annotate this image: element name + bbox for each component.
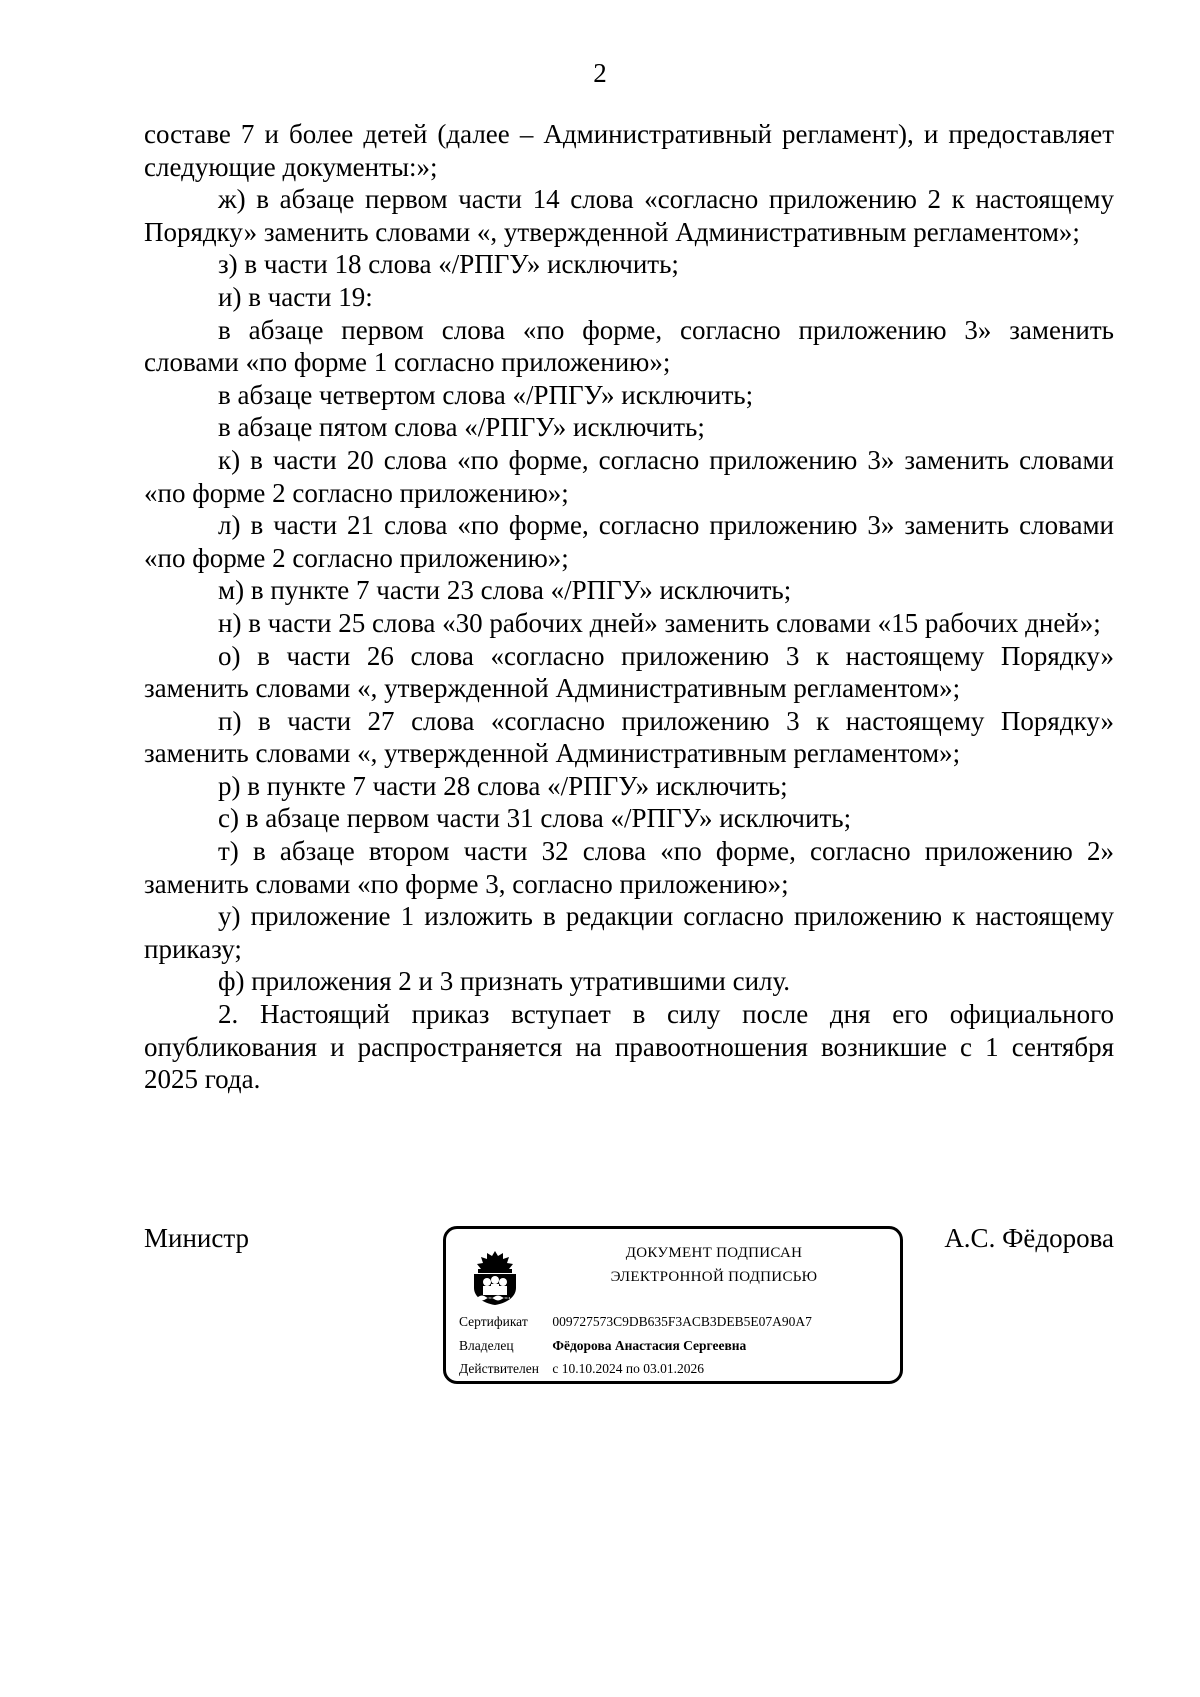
- paragraph: 2. Настоящий приказ вступает в силу после дня его официального опубликования и распространяется на правоотношения возникшие с 1 сентября 2025 года.: [144, 999, 1114, 1095]
- paragraph: в абзаце первом слова «по форме, согласно приложению 3» заменить словами «по форме 1 согласно приложению»;: [144, 314, 1114, 378]
- paragraph: л) в части 21 слова «по форме, согласно приложению 3» заменить словами «по форме 2 согласно приложению»;: [144, 510, 1114, 573]
- paragraph: з) в части 18 слова «/РПГУ» исключить;: [218, 249, 679, 280]
- esig-owner-value: Фёдорова Анастасия Сергеевна: [552, 1338, 747, 1353]
- paragraph: составе 7 и более детей (далее – Административный регламент), и предоставляет следующие документы:»;: [144, 119, 1114, 182]
- esig-title-line2: ЭЛЕКТРОННОЙ ПОДПИСЬЮ: [610, 1269, 818, 1285]
- esig-certificate-row: [459, 1313, 812, 1331]
- paragraph: в абзаце четвертом слова «/РПГУ» исключить;: [218, 379, 754, 410]
- esig-title-line1: ДОКУМЕНТ ПОДПИСАН: [625, 1245, 803, 1261]
- paragraph: т) в абзаце втором части 32 слова «по форме, согласно приложению 2» заменить словами «по форме 3, согласно приложению»;: [144, 836, 1114, 899]
- document-body: [144, 118, 1114, 1096]
- signer-name: А.С. Фёдорова: [944, 1223, 1114, 1253]
- paragraph: с) в абзаце первом части 31 слова «/РПГУ» исключить;: [218, 803, 852, 834]
- esig-valid-value: с 10.10.2024 по 03.01.2026: [552, 1361, 704, 1376]
- page-number: 2: [593, 58, 607, 88]
- esig-validity-row: [459, 1360, 704, 1378]
- paragraph: у) приложение 1 изложить в редакции согласно приложению к настоящему приказу;: [144, 901, 1114, 964]
- esig-cert-label: Сертификат: [459, 1314, 528, 1329]
- paragraph: о) в части 26 слова «согласно приложению 3 к настоящему Порядку» заменить словами «, утвержденной Административным регламентом»;: [144, 640, 1114, 704]
- paragraph: п) в части 27 слова «согласно приложению 3 к настоящему Порядку» заменить словами «, утвержденной Административным регламентом»;: [144, 705, 1114, 769]
- esig-cert-value: 009727573C9DB635F3ACB3DEB5E07A90A7: [552, 1314, 812, 1329]
- paragraph: ф) приложения 2 и 3 признать утратившими силу.: [218, 966, 791, 997]
- paragraph: н) в части 25 слова «30 рабочих дней» заменить словами «15 рабочих дней»;: [218, 607, 1101, 638]
- paragraph: р) в пункте 7 части 28 слова «/РПГУ» исключить;: [218, 770, 788, 801]
- paragraph: в абзаце пятом слова «/РПГУ» исключить;: [218, 412, 705, 443]
- paragraph: ж) в абзаце первом части 14 слова «согласно приложению 2 к настоящему Порядку» заменить словами «, утвержденной Административным регламентом»;: [144, 184, 1114, 247]
- paragraph: и) в части 19:: [218, 281, 373, 312]
- regional-coat-of-arms-icon: [464, 1247, 526, 1309]
- esig-owner-row: [459, 1337, 746, 1355]
- signer-role: Министр: [144, 1223, 249, 1253]
- electronic-signature-stamp: [443, 1226, 903, 1384]
- paragraph: м) в пункте 7 части 23 слова «/РПГУ» исключить;: [218, 575, 792, 606]
- paragraph: к) в части 20 слова «по форме, согласно приложению 3» заменить словами «по форме 2 согласно приложению»;: [144, 444, 1114, 508]
- esig-valid-label: Действителен: [459, 1361, 539, 1376]
- esig-title: [538, 1241, 890, 1289]
- esig-owner-label: Владелец: [459, 1338, 514, 1353]
